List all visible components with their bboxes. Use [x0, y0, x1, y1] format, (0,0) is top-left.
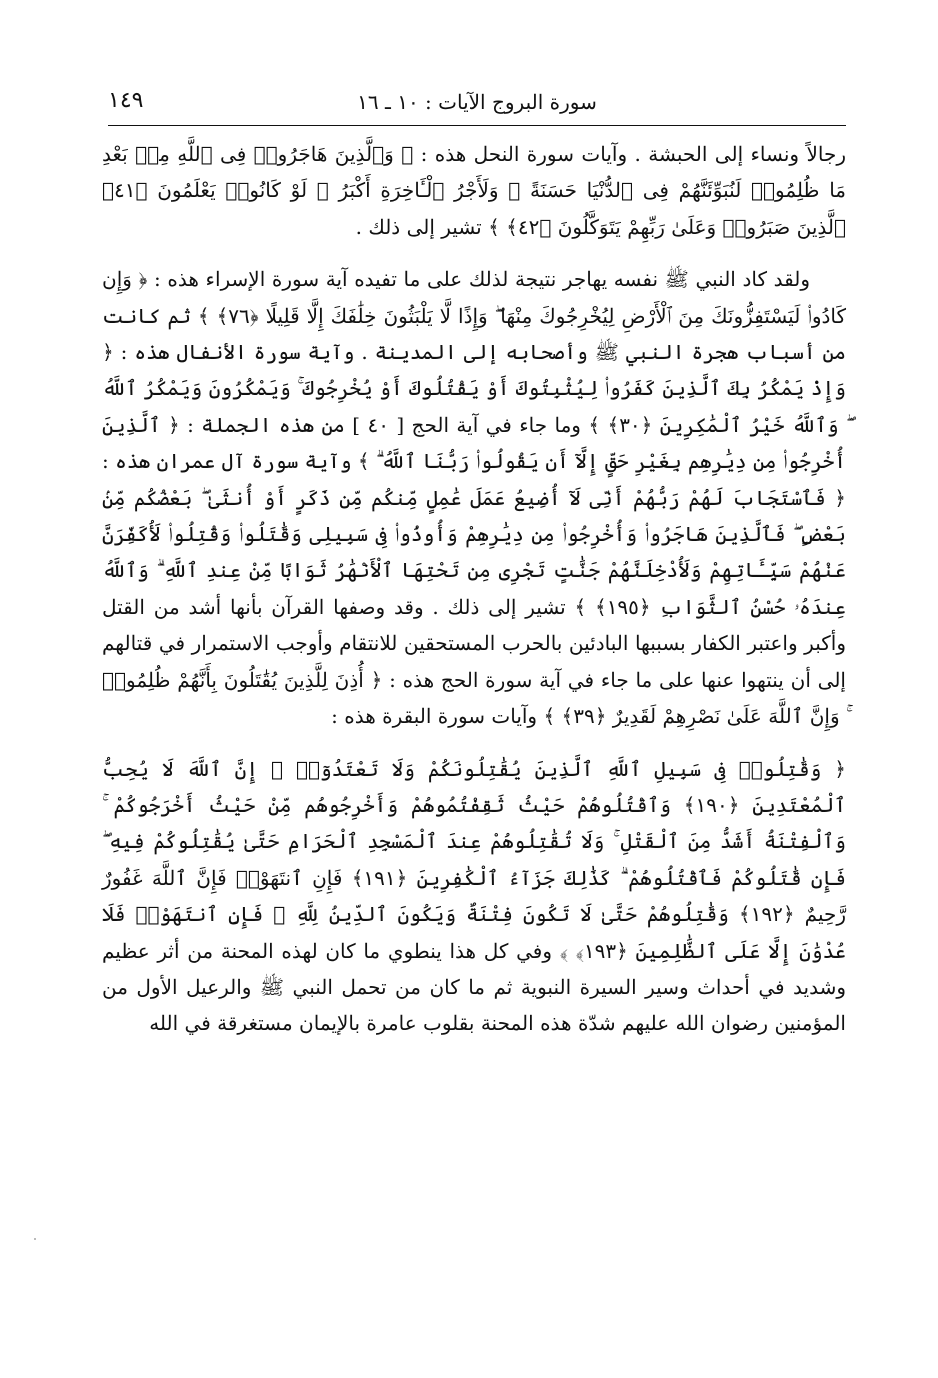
header-rule: [108, 125, 846, 126]
page-number: ١٤٩: [108, 88, 144, 113]
header-title: سورة البروج الآيات : ١٠ ـ ١٦: [357, 90, 597, 114]
paragraph-2: ولقد كاد النبي ﷺ نفسه يهاجر نتيجة لذلك على ما تفيده آية سورة الإسراء هذه : ﴿ وَإِن كَادُوا۟ لَيَسْتَفِزُّونَكَ مِنَ ٱلْأَرْضِ لِيُخْرِجُوكَ مِنْهَا ۖ وَإِذًا لَّا يَلْبَثُونَ خِلَٰفَكَ إِلَّا قَلِيلًا ﴿٧٦﴾ ﴾ ثم كانت من أسباب هجرة النبي ﷺ وأصحابه إلى المدينة . وآية سورة الأنفال هذه : ﴿ وَإِذْ يَمْكُرُ بِكَ ٱلَّذِينَ كَفَرُوا۟ لِيُثْبِتُوكَ أَوْ يَقْتُلُوكَ أَوْ يُخْرِجُوكَ ۚ وَيَمْكُرُونَ وَيَمْكُرُ ٱللَّهُ ۖ وَٱللَّهُ خَيْرُ ٱلْمَٰكِرِينَ ﴿٣٠﴾ ﴾ وما جاء في آية الحج [ ٤٠ ] من هذه الجملة : ﴿ ٱلَّذِينَ أُخْرِجُوا۟ مِن دِيَٰرِهِم بِغَيْرِ حَقٍّ إِلَّآ أَن يَقُولُوا۟ رَبُّنَا ٱللَّهُ ۗ ﴾ وآية سورة آل عمران هذه : ﴿ فَٱسْتَجَابَ لَهُمْ رَبُّهُمْ أَنِّى لَآ أُضِيعُ عَمَلَ عَٰمِلٍ مِّنكُم مِّن ذَكَرٍ أَوْ أُنثَىٰ ۖ بَعْضُكُم مِّنۢ بَعْضٍ ۖ فَٱلَّذِينَ هَاجَرُوا۟ وَأُخْرِجُوا۟ مِن دِيَٰرِهِمْ وَأُوذُوا۟ فِى سَبِيلِى وَقَٰتَلُوا۟ وَقُتِلُوا۟ لَأُكَفِّرَنَّ عَنْهُمْ سَيِّـَٔاتِهِمْ وَلَأُدْخِلَنَّهُمْ جَنَّٰتٍ تَجْرِى مِن تَحْتِهَا ٱلْأَنْهَٰرُ ثَوَابًا مِّنْ عِندِ ٱللَّهِ ۗ وَٱللَّهُ عِندَهُۥ حُسْنُ ٱلثَّوَابِ ﴿١٩٥﴾ ﴾ تشير إلى ذلك . وقد وصفها القرآن بأنها أشد من القتل وأكبر واعتبر الكفار بسببها البادئين بالحرب المستحقين للانتقام وأوجب الاستمرار في قتالهم إلى أن ينتهوا عنها على ما جاء في آية سورة الحج هذه : ﴿ أُذِنَ لِلَّذِينَ يُقَٰتَلُونَ بِأَنَّهُمْ ظُلِمُوا۟ ۚ وَإِنَّ ٱللَّهَ عَلَىٰ نَصْرِهِمْ لَقَدِيرٌ ﴿٣٩﴾ ﴾ وآيات سورة البقرة هذه :: [102, 267, 847, 729]
running-header: [108, 86, 846, 120]
paragraph-3: ﴿ وَقَٰتِلُوا۟ فِى سَبِيلِ ٱللَّهِ ٱلَّذِينَ يُقَٰتِلُونَكُمْ وَلَا تَعْتَدُوٓا۟ ۚ إِنَّ ٱللَّهَ لَا يُحِبُّ ٱلْمُعْتَدِينَ ﴿١٩٠﴾ وَٱقْتُلُوهُمْ حَيْثُ ثَقِفْتُمُوهُمْ وَأَخْرِجُوهُم مِّنْ حَيْثُ أَخْرَجُوكُمْ ۚ وَٱلْفِتْنَةُ أَشَدُّ مِنَ ٱلْقَتْلِ ۚ وَلَا تُقَٰتِلُوهُمْ عِندَ ٱلْمَسْجِدِ ٱلْحَرَامِ حَتَّىٰ يُقَٰتِلُوكُمْ فِيهِ ۖ فَإِن قَٰتَلُوكُمْ فَٱقْتُلُوهُمْ ۗ كَذَٰلِكَ جَزَآءُ ٱلْكَٰفِرِينَ ﴿١٩١﴾ فَإِنِ ٱنتَهَوْا۟ فَإِنَّ ٱللَّهَ غَفُورٌ رَّحِيمٌ ﴿١٩٢﴾ وَقَٰتِلُوهُمْ حَتَّىٰ لَا تَكُونَ فِتْنَةٌ وَيَكُونَ ٱلدِّينُ لِلَّهِ ۖ فَإِنِ ٱنتَهَوْا۟ فَلَا عُدْوَٰنَ إِلَّا عَلَى ٱلظَّٰلِمِينَ ﴿١٩٣﴾ ﴾ وفي كل هذا ينطوي ما كان لهذه المحنة من أثر عظيم وشديد في أحداث وسير السيرة النبوية ثم ما كان من تحمل النبي ﷺ والرعيل الأول من المؤمنين رضوان الله عليهم شدّة هذه المحنة بقلوب عامرة بالإيمان مستغرقة في الله: [102, 756, 846, 1036]
scan-speck: [34, 1238, 36, 1240]
body-text: [102, 136, 846, 1042]
paragraph-1: رجالاً ونساء إلى الحبشة . وآيات سورة النحل هذه : ﴿ وَٱلَّذِينَ هَاجَرُوا۟ فِى ٱللَّهِ مِنۢ بَعْدِ مَا ظُلِمُوا۟ لَنُبَوِّئَنَّهُمْ فِى ٱلدُّنْيَا حَسَنَةً ۖ وَلَأَجْرُ ٱلْـَٔاخِرَةِ أَكْبَرُ ۚ لَوْ كَانُوا۟ يَعْلَمُونَ ﴿٤١﴾ ٱلَّذِينَ صَبَرُوا۟ وَعَلَىٰ رَبِّهِمْ يَتَوَكَّلُونَ ﴿٤٢﴾ ﴾ تشير إلى ذلك .: [102, 142, 846, 239]
